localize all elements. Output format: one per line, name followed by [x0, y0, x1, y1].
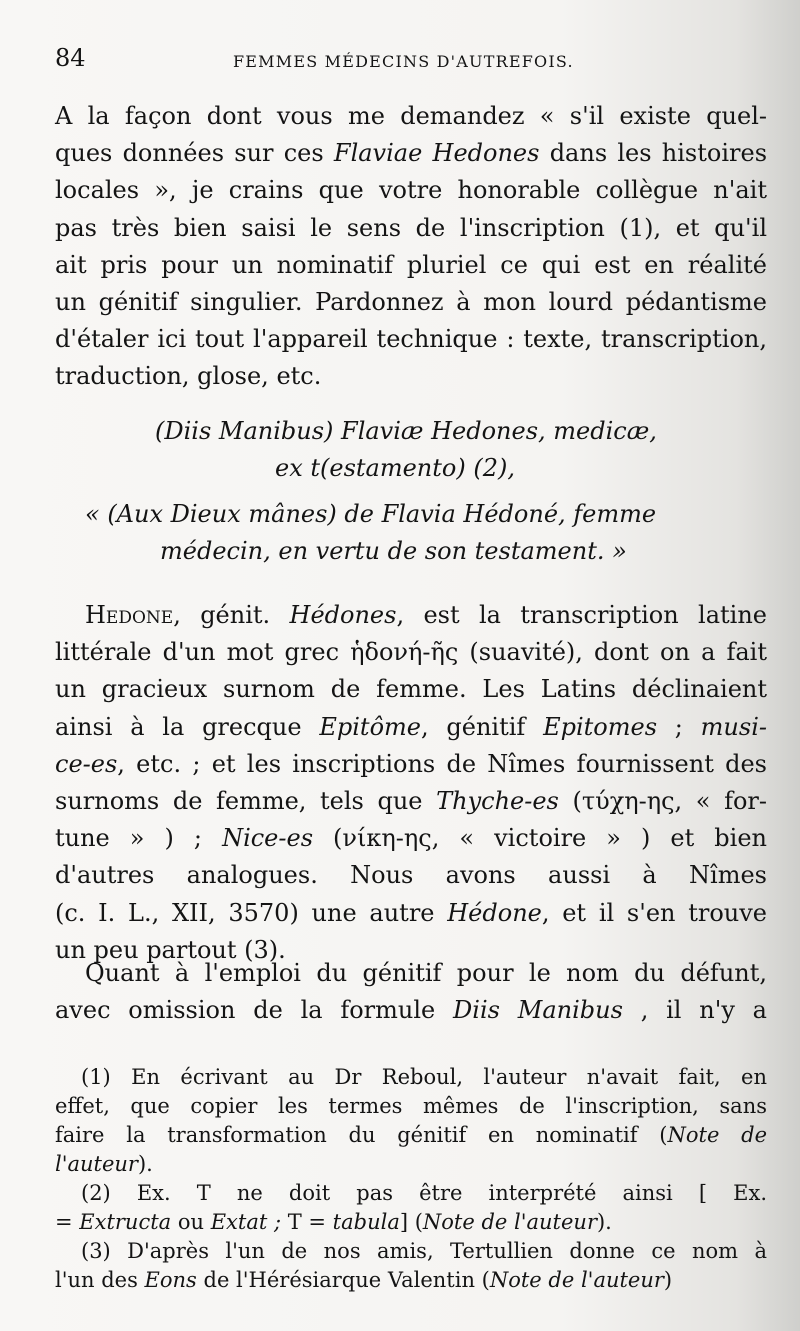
text-line: A la façon dont vous me demandez « s'il existe quel- — [55, 102, 767, 130]
page-header — [55, 44, 760, 84]
footnote-3: (3) D'après l'un de nos amis, Tertullien donne ce nom à — [81, 1239, 767, 1263]
paragraph-2 — [55, 597, 767, 969]
translation-line: médecin, en vertu de son testament. » — [160, 537, 627, 565]
text-line: locales », je crains que votre honorable collègue n'ait — [55, 176, 767, 205]
footnote-line: l'un des Eons de l'Hérésiarque Valentin (Note de l'auteur) — [55, 1268, 673, 1292]
footnote-line: faire la transformation du génitif en nominatif (Note de — [55, 1123, 768, 1147]
text-line: ce-es, etc. ; et les inscriptions de Nîmes fournissent des — [55, 749, 767, 778]
paragraph-1 — [55, 98, 767, 396]
french-translation — [55, 496, 767, 570]
footnote-1: (1) En écrivant au Dr Reboul, l'auteur n'avait fait, en — [81, 1065, 767, 1089]
paragraph-3 — [55, 955, 767, 1029]
text-line: un gracieux surnom de femme. Les Latins déclinaient — [55, 675, 767, 704]
text-line: ait pris pour un nominatif pluriel ce qui est en réalité — [55, 250, 767, 279]
footnote-2: (2) Ex. T ne doit pas être interprété ainsi [ Ex. — [81, 1181, 767, 1205]
latin-inscription — [55, 413, 767, 487]
text-line: (c. I. L., XII, 3570) une autre Hédone, et il s'en trouve — [55, 898, 768, 927]
inscription-line: (Diis Manibus) Flaviæ Hedones, medicæ, — [155, 417, 657, 445]
text-line: d'autres analogues. Nous avons aussi à Nîmes — [55, 861, 767, 890]
text-line: ques données sur ces Flaviae Hedones dans les histoires — [55, 139, 768, 168]
text-line: littérale d'un mot grec ἡδονή-ῆς (suavité), dont on a fait — [55, 638, 767, 667]
footnote-line: = Extructa ou Extat ; T = tabula] (Note de l'auteur). — [55, 1210, 612, 1234]
text-line: un génitif singulier. Pardonnez à mon lourd pédantisme — [55, 287, 767, 316]
page-number: 84 — [55, 44, 86, 72]
text-line: pas très bien saisi le sens de l'inscription (1), et qu'il — [55, 213, 767, 242]
footnote-line: effet, que copier les termes mêmes de l'inscription, sans — [55, 1094, 767, 1118]
text-line: tune » ) ; Nice-es (νίκη-ης, « victoire » ) et bien — [55, 824, 767, 853]
translation-line: « (Aux Dieux mânes) de Flavia Hédoné, femme — [85, 500, 657, 528]
text-line: avec omission de la formule Diis Manibus , il n'y a — [55, 996, 767, 1025]
text-line: d'étaler ici tout l'appareil technique : texte, transcription, — [55, 325, 767, 354]
text-line: Quant à l'emploi du génitif pour le nom du défunt, — [85, 959, 767, 987]
footnotes — [55, 1063, 767, 1295]
text-line: un peu partout (3). — [55, 935, 286, 964]
text-line: ainsi à la grecque Epitôme, génitif Epitomes ; musi- — [55, 712, 767, 741]
inscription-line: ex t(estamento) (2), — [275, 454, 515, 482]
text-line: Hedone, génit. Hédones, est la transcription latine — [85, 601, 768, 629]
running-title: FEMMES MÉDECINS D'AUTREFOIS. — [233, 52, 574, 71]
footnote-line: l'auteur). — [55, 1152, 153, 1176]
text-line: traduction, glose, etc. — [55, 362, 322, 391]
text-line: surnoms de femme, tels que Thyche-es (τύχη-ης, « for- — [55, 786, 767, 815]
